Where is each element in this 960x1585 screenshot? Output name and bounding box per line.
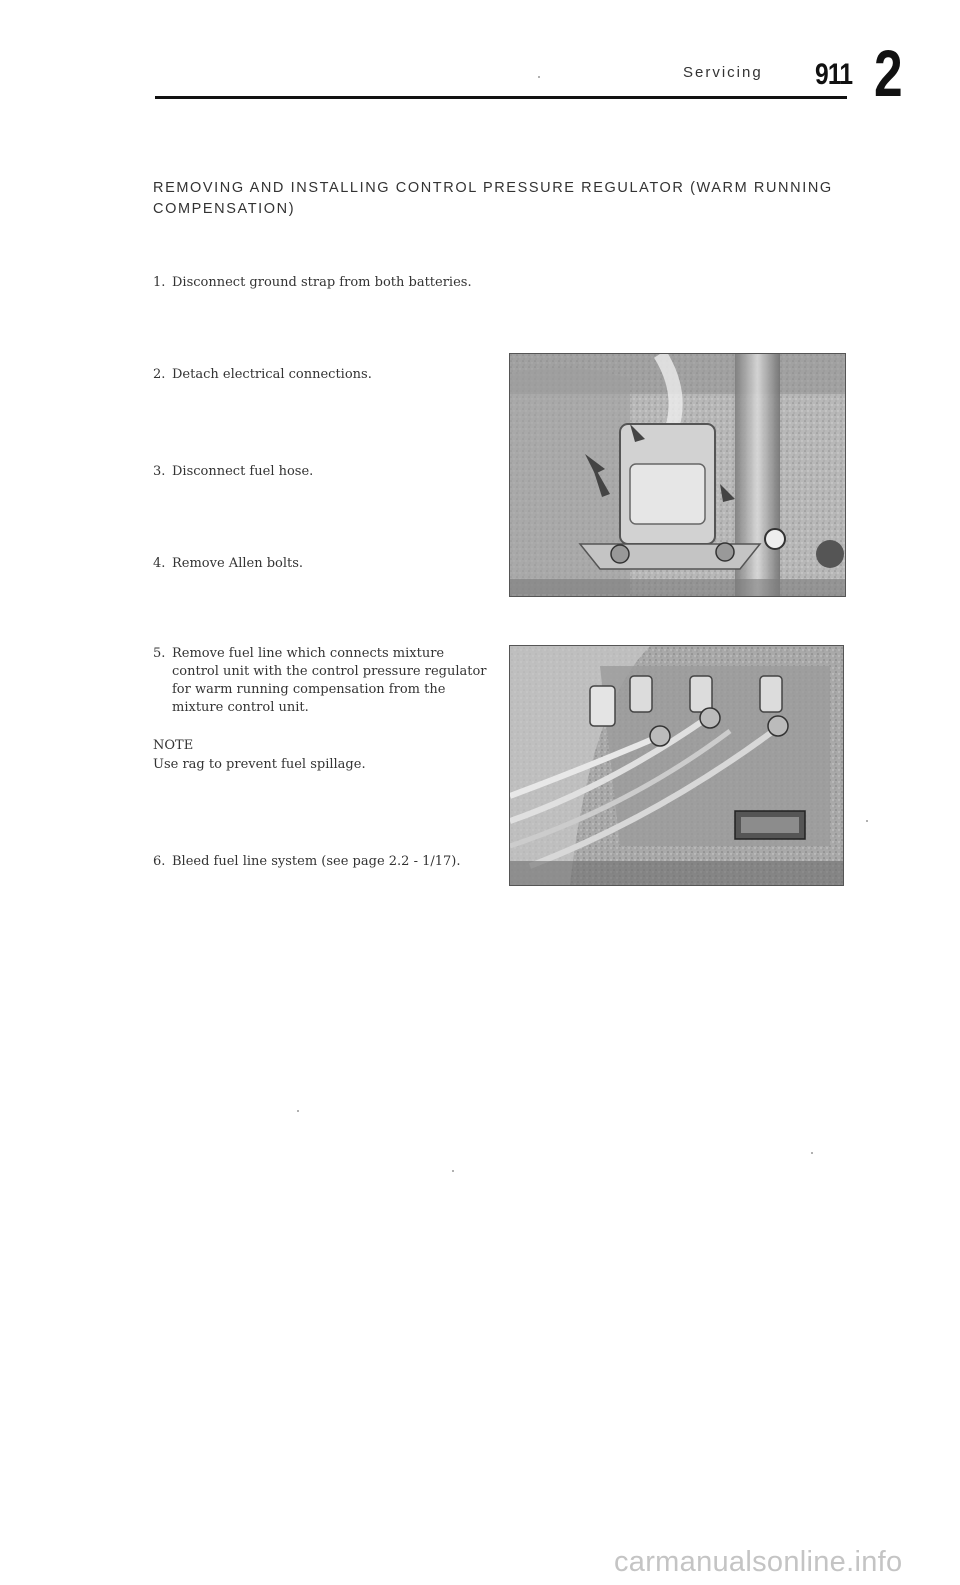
scan-speck bbox=[297, 1110, 299, 1112]
scan-speck bbox=[811, 1152, 813, 1154]
scan-speck bbox=[538, 76, 540, 78]
header-chapter-number: 2 bbox=[874, 36, 903, 110]
step-text: Disconnect fuel hose. bbox=[172, 464, 314, 479]
step-text: Bleed fuel line system (see page 2.2 - 1/17). bbox=[172, 854, 461, 869]
step-text: Remove fuel line which connects mixture control unit with the control pressure regulator for warm running compensation from the mixture control unit. bbox=[172, 646, 487, 715]
scan-speck bbox=[452, 1170, 454, 1172]
step-text: Remove Allen bolts. bbox=[172, 556, 304, 571]
step-number: 6. bbox=[153, 854, 166, 869]
step-number: 4. bbox=[153, 556, 166, 571]
step-6 bbox=[153, 853, 461, 871]
header-section-title: Servicing bbox=[683, 64, 763, 81]
step-3 bbox=[153, 463, 313, 481]
step-2 bbox=[153, 366, 372, 384]
scan-speck bbox=[866, 820, 868, 822]
footer-watermark: carmanualsonline.info bbox=[614, 1546, 903, 1578]
step-text: Disconnect ground strap from both batteries. bbox=[172, 275, 472, 290]
step-number: 5. bbox=[153, 646, 166, 661]
photo-control-pressure-regulator bbox=[509, 353, 846, 597]
header-model-number: 911 bbox=[815, 58, 853, 91]
step-number: 3. bbox=[153, 464, 166, 479]
step-number: 2. bbox=[153, 367, 166, 382]
step-1 bbox=[153, 274, 472, 292]
note-text: Use rag to prevent fuel spillage. bbox=[153, 757, 366, 772]
step-5 bbox=[153, 645, 490, 717]
step-text: Detach electrical connections. bbox=[172, 367, 372, 382]
step-number: 1. bbox=[153, 275, 166, 290]
page-title: REMOVING AND INSTALLING CONTROL PRESSURE REGULATOR (WARM RUNNING COMPENSATION) bbox=[153, 180, 833, 217]
step-4 bbox=[153, 555, 303, 573]
note-label: NOTE bbox=[153, 738, 194, 753]
photo-mixture-control-unit bbox=[509, 645, 844, 886]
header-rule bbox=[155, 96, 847, 99]
